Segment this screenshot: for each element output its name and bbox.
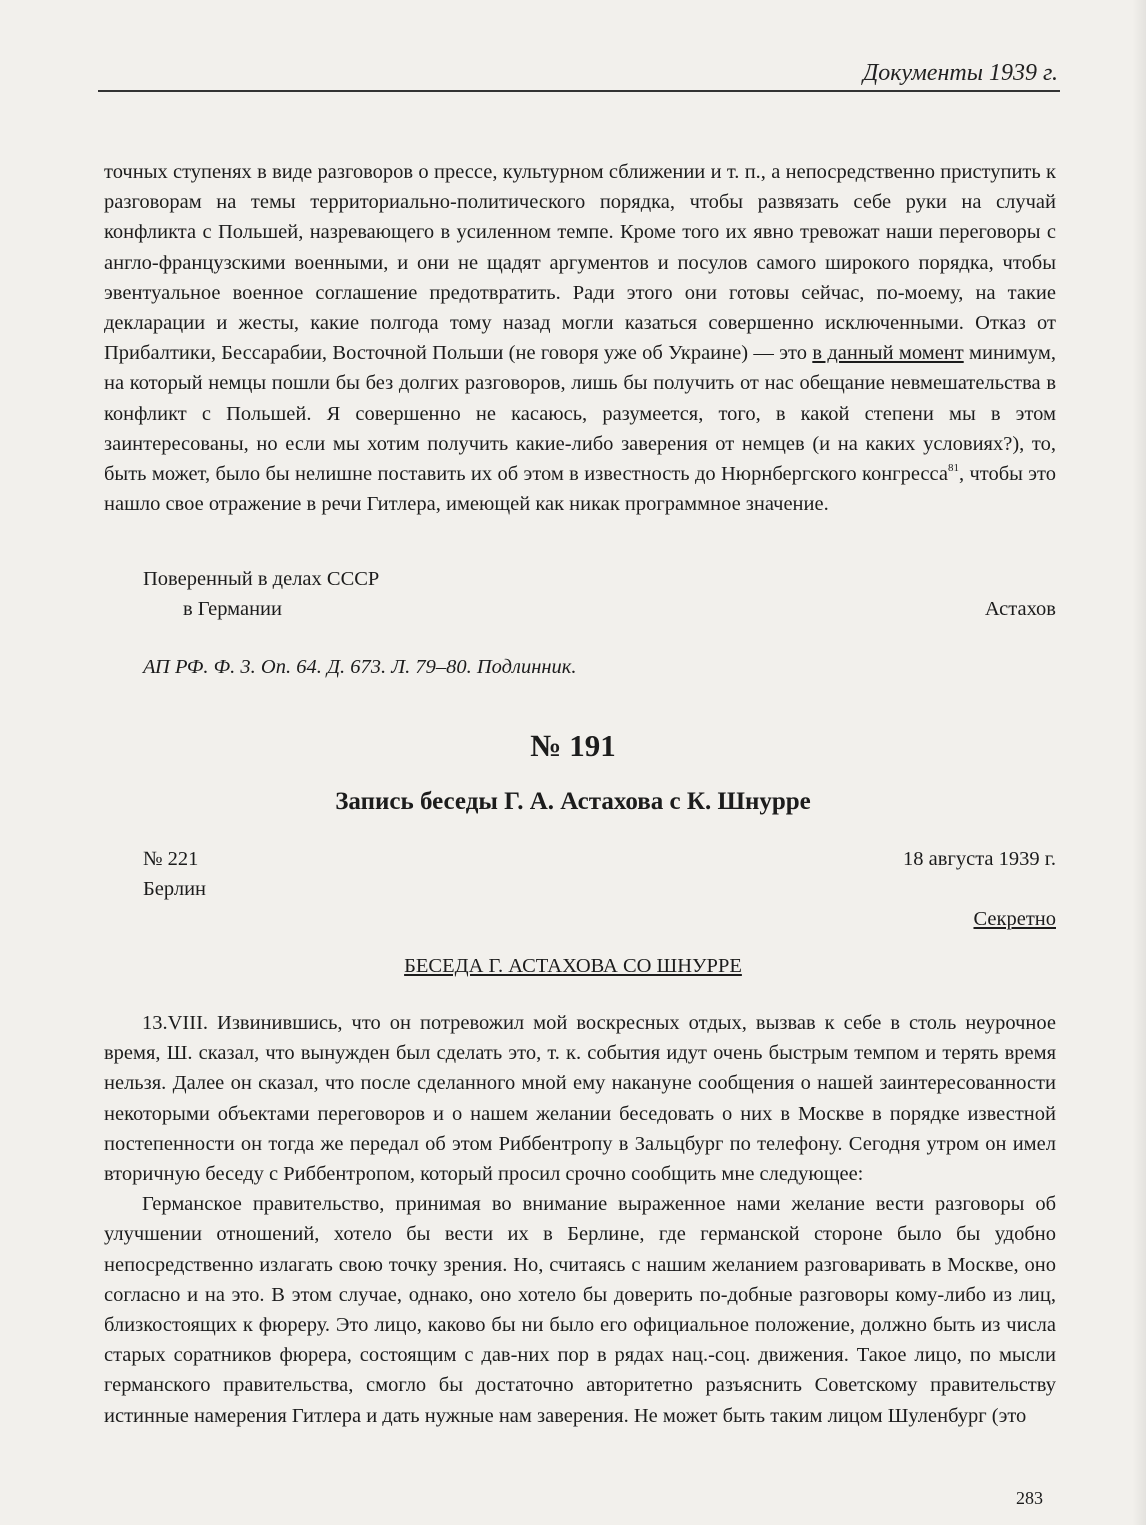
page-number: 283 (1016, 1488, 1043, 1508)
document-number: № 191 (530, 728, 616, 763)
classification-stamp: Секретно (973, 908, 1056, 930)
document-date: 18 августа 1939 г. (903, 848, 1056, 870)
conversation-subheading: БЕСЕДА Г. АСТАХОВА СО ШНУРРЕ (404, 955, 742, 977)
body-text (104, 1008, 1056, 1431)
signature-position-line-2: в Германии (183, 598, 282, 620)
continuation-part-2: минимум, на который немцы пошли бы без долгих разговоров, лишь бы получить от нас обещание невмешательства в конфликт с Польшей. Я совершенно не касаюсь, разумеется, того, в какой степени мы в этом заинтересованы, но если мы хотим получить какие-либо заверения от немцев (и на каких условиях?), то, быть может, было бы нелишне поставить их об этом в известность до Нюрнбергского конгресса (104, 342, 1056, 486)
document-title: Запись беседы Г. А. Астахова с К. Шнурре (335, 788, 811, 815)
continuation-part-1: точных ступенях в виде разговоров о прессе, культурном сближении и т. п., а непосредственно приступить к разговорам на темы территориально-политического порядка, чтобы развязать себе руки на случай конфликта с Польшей, назревающего в усиленном темпе. Кроме того их явно тревожат наши переговоры с англо-французскими военными, и они не щадят аргументов и посулов самого широкого порядка, чтобы эвентуальное военное соглашение предотвратить. Ради этого они готовы сейчас, по-моему, на такие декларации и жесты, какие полгода тому назад могли казаться совершенно исключенными. Отказ от Прибалтики, Бессарабии, Восточной Польши (не говоря уже об Украине) — это (104, 161, 1056, 365)
footnote-reference: 81 (947, 462, 959, 475)
header-rule (98, 90, 1060, 92)
running-header: Документы 1939 г. (862, 60, 1058, 86)
page-edge-shadow (1132, 0, 1146, 1525)
continuation-paragraph (104, 157, 1056, 519)
signature-name: Астахов (984, 598, 1056, 620)
body-paragraph-2: Германское правительство, принимая во внимание выраженное нами желание вести разговоры об улучшении отношений, хотело бы вести их в Берлине, где германской стороне было бы удобно непосредственно излагать свою точку зрения. Но, считаясь с нашим желанием разговаривать в Москве, оно согласно и на это. В этом случае, однако, оно хотело бы доверить по-добные разговоры кому-либо из лиц, близкостоящих к фюреру. Это лицо, каково бы ни было его официальное положение, должно быть из числа старых соратников фюрера, состоящим с дав-них пор в рядах нац.-соц. движения. Такое лицо, по мысли германского правительства, смогло бы достаточно авторитетно разъяснить Советскому правительству истинные намерения Гитлера и дать нужные нам заверения. Не может быть таким лицом Шуленбург (это (104, 1193, 1056, 1427)
registration-number: № 221 (143, 848, 199, 870)
continuation-part-3: , чтобы это нашло свое отражение в речи Гитлера, имеющей как никак программное значение. (104, 463, 1056, 516)
body-paragraph-1: 13.VIII. Извинившись, что он потревожил мой воскресных отдых, вызвав к себе в столь неурочное время, Ш. сказал, что вынужден был сделать это, т. к. события идут очень быстрым темпом и терять время нельзя. Далее он сказал, что после сделанного мной ему накануне сообщения о нашей заинтересованности некоторыми объектами переговоров и о нашем желании беседовать о них в Москве в порядке известной постепенности он тогда же передал об этом Риббентропу в Зальцбург по телефону. Сегодня утром он имел вторичную беседу с Риббентропом, который просил срочно сообщить мне следующее: (104, 1012, 1056, 1186)
archive-reference: АП РФ. Ф. 3. Оп. 64. Д. 673. Л. 79–80. Подлинник. (143, 656, 577, 678)
continuation-text (104, 157, 1056, 519)
signature-position-line-1: Поверенный в делах СССР (143, 568, 380, 590)
document-place: Берлин (143, 878, 207, 900)
underlined-phrase: в данный момент (812, 342, 964, 365)
